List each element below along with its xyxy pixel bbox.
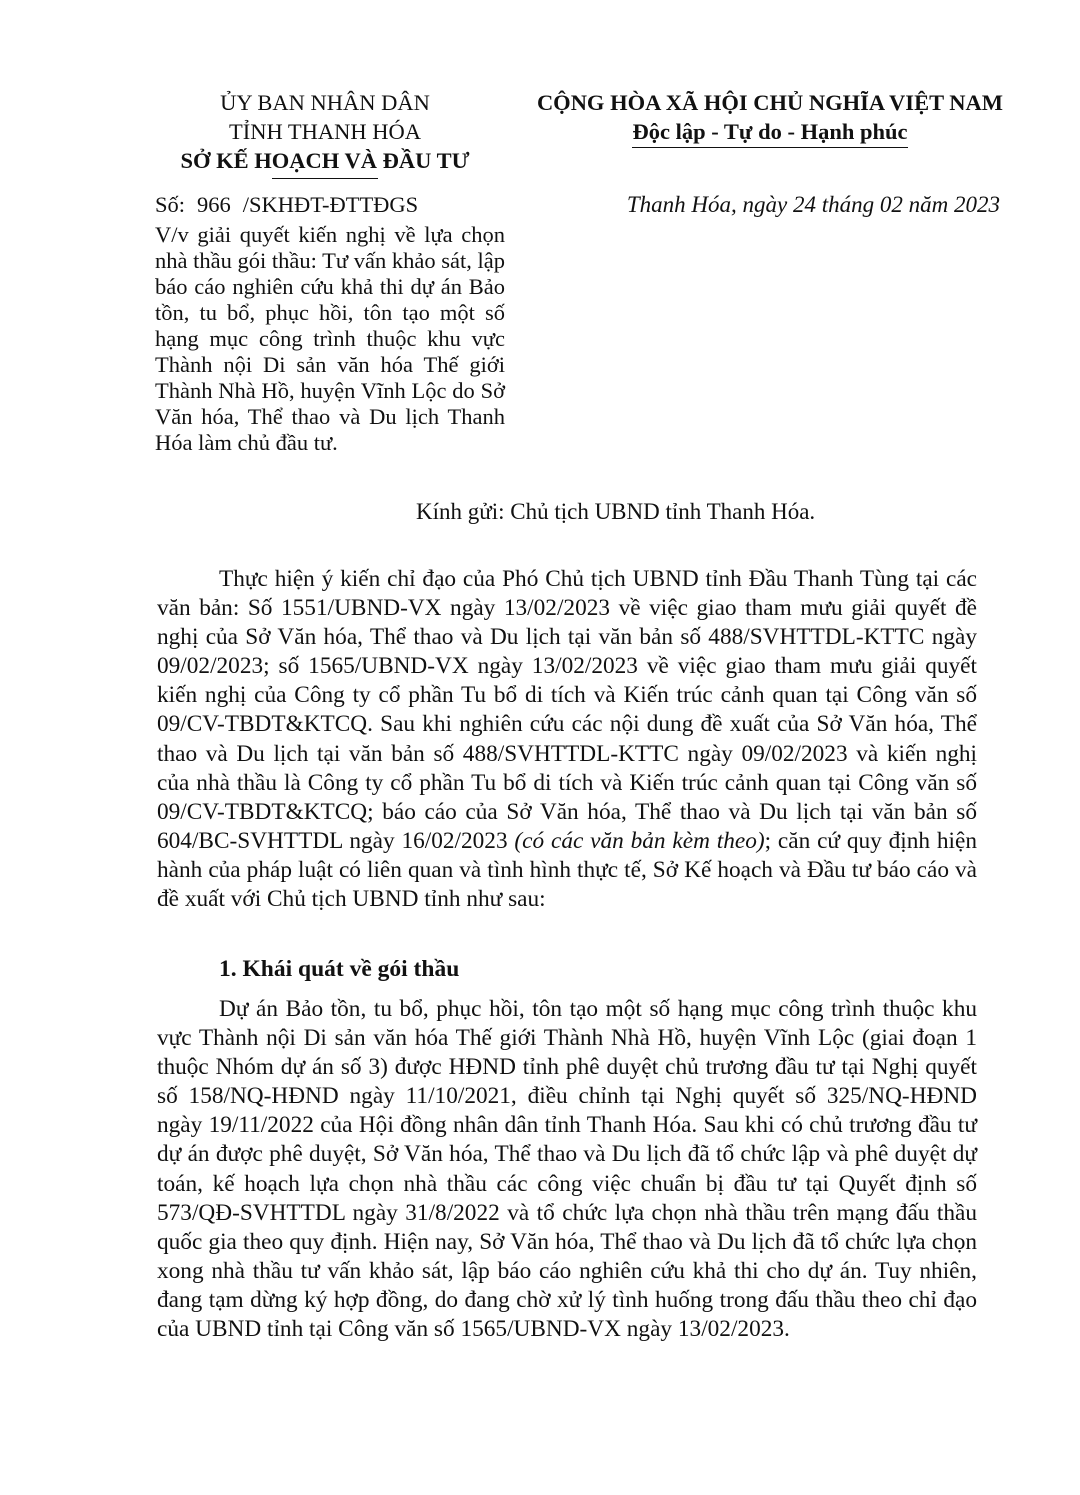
recipient-line: Kính gửi: Chủ tịch UBND tỉnh Thanh Hóa.: [416, 499, 816, 524]
place-date: Thanh Hóa, ngày 24 tháng 02 năm 2023: [626, 192, 1000, 217]
national-motto: Độc lập - Tự do - Hạnh phúc: [632, 117, 907, 148]
org-underline: [272, 178, 378, 179]
org-line-1: ỦY BAN NHÂN DÂN: [220, 90, 430, 115]
paragraph-2: [157, 995, 977, 1344]
doc-number-value: 966: [197, 192, 231, 217]
paragraph-1-italic: (có các văn bản kèm theo): [514, 827, 765, 854]
org-line-2: TỈNH THANH HÓA: [228, 119, 422, 144]
paragraph-1-text-a: Thực hiện ý kiến chỉ đạo của Phó Chủ tịch UBND tỉnh Đầu Thanh Tùng tại các văn bản: Số 1551/UBND-VX ngày 13/02/2023 về việc giao tham mưu giải quyết đề nghị của Sở Văn hóa, Thể thao và Du lịch tại văn bản số 488/SVHTTDL-KTTC ngày 09/02/2023; số 1565/UBND-VX ngày 13/02/2023 về việc giao tham mưu giải quyết kiến nghị của Công ty cổ phần Tu bổ di tích và Kiến trúc cảnh quan tại Công văn số 09/CV-TBDT&KTCQ. Sau khi nghiên cứu các nội dung đề xuất của Sở Văn hóa, Thể thao và Du lịch tại văn bản số 488/SVHTTDL-KTTC ngày 09/02/2023 và kiến nghị của nhà thầu là Công ty cổ phần Tu bổ di tích và Kiến trúc cảnh quan tại Công văn số 09/CV-TBDT&KTCQ; báo cáo của Sở Văn hóa, Thể thao và Du lịch tại văn bản số 604/BC-SVHTTDL ngày 16/02/2023: [157, 566, 977, 854]
document-subject: V/v giải quyết kiến nghị về lựa chọn nhà thầu gói thầu: Tư vấn khảo sát, lập báo cáo nghiên cứu khả thi dự án Bảo tồn, tu bổ, phục hồi, tôn tạo một số hạng mục công trình thuộc khu vực Thành nội Di sản văn hóa Thế giới Thành Nhà Hồ, huyện Vĩnh Lộc do Sở Văn hóa, Thể thao và Du lịch Thanh Hóa làm chủ đầu tư.: [155, 222, 505, 455]
paragraph-2-text: Dự án Bảo tồn, tu bổ, phục hồi, tôn tạo một số hạng mục công trình thuộc khu vực Thành nội Di sản văn hóa Thế giới Thành Nhà Hồ, huyện Vĩnh Lộc (giai đoạn 1 thuộc Nhóm dự án số 3) được HĐND tỉnh phê duyệt chủ trương đầu tư tại Nghị quyết số 158/NQ-HĐND ngày 11/10/2021, điều chỉnh tại Nghị quyết số 325/NQ-HĐND ngày 19/11/2022 của Hội đồng nhân dân tỉnh Thanh Hóa. Sau khi có chủ trương đầu tư dự án được phê duyệt, Sở Văn hóa, Thể thao và Du lịch đã tổ chức lập và phê duyệt dự toán, kế hoạch lựa chọn nhà thầu các công việc chuẩn bị đầu tư tại Quyết định số 573/QĐ-SVHTTDL ngày 31/8/2022 và tổ chức lựa chọn nhà thầu trên mạng đấu thầu quốc gia theo quy định. Hiện nay, Sở Văn hóa, Thể thao và Du lịch đã tổ chức lựa chọn xong nhà thầu tư vấn khảo sát, lập báo cáo nghiên cứu khả thi cho dự án. Tuy nhiên, đang tạm dừng ký hợp đồng, do đang chờ xử lý tình huống trong đấu thầu theo chỉ đạo của UBND tỉnh tại Công văn số 1565/UBND-VX ngày 13/02/2023.: [157, 996, 977, 1343]
nation-name: CỘNG HÒA XÃ HỘI CHỦ NGHĨA VIỆT NAM: [536, 90, 1004, 115]
paragraph-1: [157, 565, 977, 914]
national-header: [505, 88, 1035, 148]
doc-number-suffix: /SKHĐT-ĐTTĐGS: [242, 192, 419, 217]
paragraph-1-text-b: ; căn cứ quy định hiện hành của pháp luật có liên quan và tình hình thực tế, Sở Kế hoạch và Đầu tư báo cáo và đề xuất với Chủ tịch UBND tỉnh như sau:: [157, 827, 977, 913]
doc-number-prefix: Số:: [155, 192, 186, 217]
org-line-3: SỞ KẾ HOẠCH VÀ ĐẦU TƯ: [180, 148, 470, 173]
section-1-heading: 1. Khái quát về gói thầu: [219, 956, 460, 982]
issuing-authority: [130, 88, 520, 175]
document-number: [155, 190, 515, 219]
